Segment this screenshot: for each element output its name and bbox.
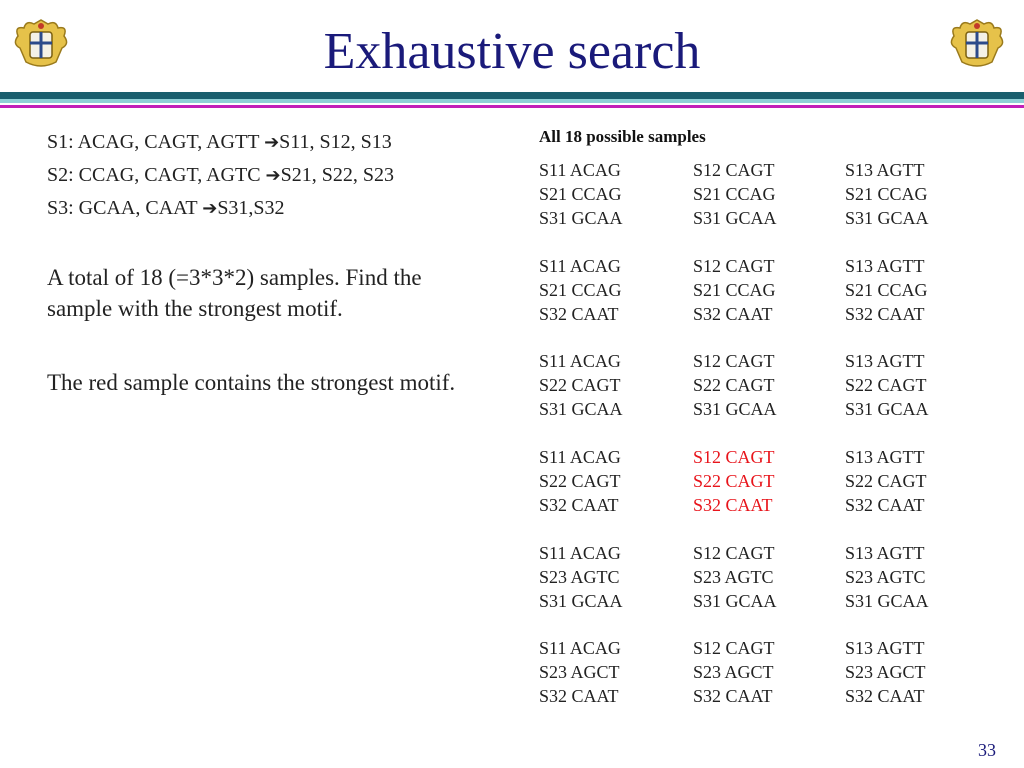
sample-ids: S31,S32 [217,197,285,219]
sample-line: S32 CAAT [845,495,925,515]
sample-line: S12 CAGT [693,447,775,467]
sample [539,254,622,326]
title-divider [0,92,1024,99]
sample-line: S23 AGCT [539,662,620,682]
sample [693,541,777,613]
sample-line: S11 ACAG [539,351,621,371]
title-divider [0,99,1024,103]
arrow-right-icon: ➔ [202,198,218,219]
sequence-line [47,159,394,192]
sample-line: S21 CCAG [845,280,928,300]
sample-line: S13 AGTT [845,543,925,563]
sample-line: S11 ACAG [539,160,621,180]
sample-line: S31 GCAA [845,208,929,228]
sample [693,636,775,708]
arrow-right-icon: ➔ [265,165,281,186]
page-number: 33 [978,740,996,760]
arrow-right-icon: ➔ [264,132,280,153]
sample-line: S32 CAAT [693,495,773,515]
sample-line: S31 GCAA [845,591,929,611]
sample-line: S21 CCAG [693,184,776,204]
sample [845,158,929,230]
sample-line: S23 AGTC [539,567,620,587]
sample-line: S23 AGCT [693,662,774,682]
sample-line: S31 GCAA [539,591,623,611]
sample [539,636,621,708]
sample-line: S32 CAAT [845,686,925,706]
sample [693,254,776,326]
sample [845,636,926,708]
sample-line: S31 GCAA [693,591,777,611]
sequence-options: S1: ACAG, CAGT, AGTT [47,131,265,153]
red-sample-note: The red sample contains the strongest motif. [47,370,456,395]
sequence-options: S3: GCAA, CAAT [47,197,203,219]
sample-line: S12 CAGT [693,351,775,371]
sequence-line [47,192,394,225]
sample [845,254,928,326]
sample-line: S21 CCAG [539,184,622,204]
sample-line: S32 CAAT [539,495,619,515]
sample-line: S13 AGTT [845,638,925,658]
sample-line: S32 CAAT [693,686,773,706]
title-divider [0,105,1024,108]
sample-line: S21 CCAG [539,280,622,300]
sample-line: S12 CAGT [693,160,775,180]
sample [539,349,623,421]
sample-line: S11 ACAG [539,447,621,467]
sample-group [539,445,979,517]
sample-line: S23 AGTC [693,567,774,587]
sample-line: S11 ACAG [539,256,621,276]
sample [539,541,623,613]
sequence-list [47,126,394,225]
sample-line: S22 CAGT [845,375,927,395]
sample-line: S22 CAGT [693,471,775,491]
sample-line: S13 AGTT [845,351,925,371]
sequence-options: S2: CCAG, CAGT, AGTC [47,164,266,186]
sample-group [539,349,979,421]
sample-line: S12 CAGT [693,256,775,276]
sample-line: S22 CAGT [845,471,927,491]
sample-line: S21 CCAG [845,184,928,204]
sample [845,541,929,613]
sample-group [539,636,979,708]
sample-line: S31 GCAA [693,399,777,419]
sample-line: S22 CAGT [539,471,621,491]
sample-line: S32 CAAT [539,686,619,706]
sample-group [539,541,979,613]
sample [845,445,927,517]
sample-group [539,254,979,326]
sample-line: S22 CAGT [693,375,775,395]
sample-line: S13 AGTT [845,256,925,276]
sample-line: S31 GCAA [539,208,623,228]
sample-ids: S21, S22, S23 [280,164,395,186]
sample [693,349,777,421]
sample-line: S11 ACAG [539,543,621,563]
sample [539,158,623,230]
sample-line: S31 GCAA [539,399,623,419]
sample-line: S22 CAGT [539,375,621,395]
sample-line: S32 CAAT [693,304,773,324]
sample-line: S23 AGCT [845,662,926,682]
sample [693,158,777,230]
sample-group [539,158,979,230]
sample-line: S11 ACAG [539,638,621,658]
sample-ids: S11, S12, S13 [279,131,392,153]
slide-title: Exhaustive search [323,23,701,80]
sample-line: S21 CCAG [693,280,776,300]
sample-line: S12 CAGT [693,638,775,658]
sequence-line [47,126,394,159]
sample-line: S32 CAAT [845,304,925,324]
sample-line: S31 GCAA [693,208,777,228]
strongest-motif-sample [693,445,775,517]
sample-line: S23 AGTC [845,567,926,587]
sample [539,445,621,517]
sample-line: S12 CAGT [693,543,775,563]
samples-heading: All 18 possible samples [539,127,706,146]
sample-line: S31 GCAA [845,399,929,419]
sample-line: S13 AGTT [845,160,925,180]
sample [845,349,929,421]
sample-line: S32 CAAT [539,304,619,324]
sample-line: S13 AGTT [845,447,925,467]
total-samples-text: A total of 18 (=3*3*2) samples. Find the sample with the strongest motif. [47,265,422,321]
